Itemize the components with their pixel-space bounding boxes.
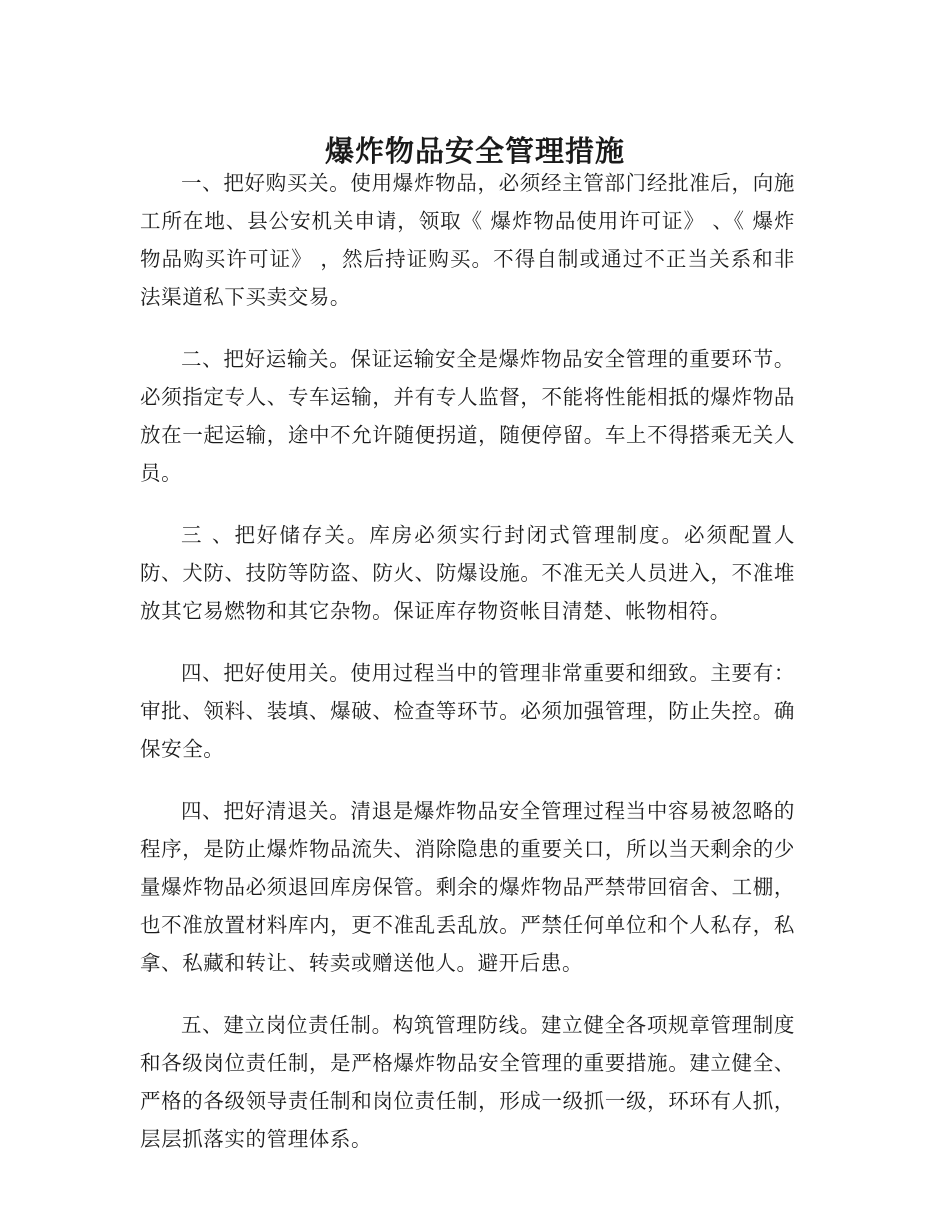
paragraph-transport: 二、把好运输关。保证运输安全是爆炸物品安全管理的重要环节。必须指定专人、专车运输，并有专人监督，不能将性能相抵的爆炸物品放在一起运输，途中不允许随便拐道，随便停留。车上不得搭乘无关人员。: [140, 347, 795, 485]
document-title: 爆炸物品安全管理措施: [324, 134, 625, 169]
paragraph-responsibility: 五、建立岗位责任制。构筑管理防线。建立健全各项规章管理制度和各级岗位责任制，是严格爆炸物品安全管理的重要措施。建立健全、严格的各级领导责任制和岗位责任制，形成一级抓一级，环环有人抓，层层抓落实的管理体系。: [140, 1013, 795, 1151]
paragraph-purchase: 一、把好购买关。使用爆炸物品，必须经主管部门经批准后，向施工所在地、县公安机关申请，领取《 爆炸物品使用许可证》 、《 爆炸物品购买许可证》 ，然后持证购买。不得自制或通过不正当关系和非法渠道私下买卖交易。: [140, 171, 795, 309]
paragraph-return: 四、把好清退关。清退是爆炸物品安全管理过程当中容易被忽略的程序，是防止爆炸物品流失、消除隐患的重要关口，所以当天剩余的少量爆炸物品必须退回库房保管。剩余的爆炸物品严禁带回宿舍、工棚，也不准放置材料库内，更不准乱丢乱放。严禁任何单位和个人私存，私拿、私藏和转让、转卖或赠送他人。避开后患。: [140, 799, 795, 975]
paragraph-usage: 四、把好使用关。使用过程当中的管理非常重要和细致。主要有：审批、领料、装填、爆破、检查等环节。必须加强管理，防止失控。确保安全。: [140, 661, 795, 761]
paragraph-storage: 三 、把好储存关。库房必须实行封闭式管理制度。必须配置人防、犬防、技防等防盗、防火、防爆设施。不准无关人员进入，不准堆放其它易燃物和其它杂物。保证库存物资帐目清楚、帐物相符。: [140, 523, 795, 623]
document-body: [140, 164, 795, 1182]
